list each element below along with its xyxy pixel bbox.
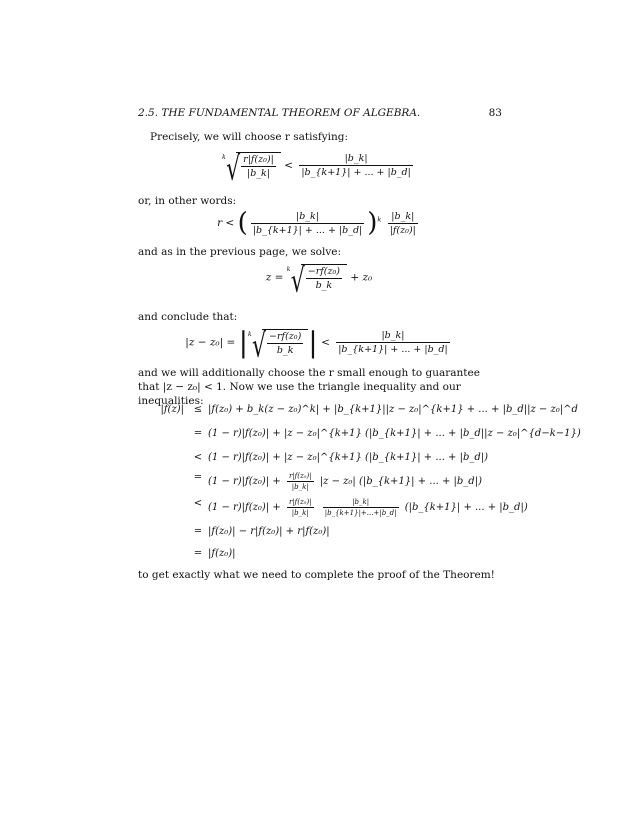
fraction: $\frac{\text{r|f(z₀)|}}{|b\_k|}$ — [288, 498, 312, 517]
fraction: $\frac{\text{−rf(z₀)}}{b\_k}$ — [307, 266, 341, 291]
equation-2: r < ( $\frac{|b\_k|}{|b\_\{k+1\}| + ... + |b\_d|}$ )$^k$ $\frac{|b\_k|}{\text{|f(z₀)|}}$ — [217, 208, 416, 238]
fraction: $\frac{\text{−rf(z₀)}}{b\_k}$ — [269, 331, 302, 356]
equation-1: k √ $\frac{\text{r|f(z₀)|}}{|b\_k|}$ < $\frac{|b\_k|}{|b\_\{k+1\}| + ... + |b\_d|}$ — [222, 151, 411, 189]
radical: k √ $\frac{\text{r|f(z₀)|}}{|b\_k|}$ — [222, 152, 281, 179]
paragraph-2: or, in other words: — [138, 195, 237, 207]
paragraph-4: and conclude that: — [138, 311, 238, 323]
fraction: $\frac{|b\_k|}{|b\_\{k+1\}| + ... + |b\_d|}$ — [301, 153, 411, 178]
fraction: $\frac{|b\_k|}{|b\_\{k+1\}|+...+|b\_d|}$ — [324, 498, 397, 517]
fraction: $\frac{|b\_k|}{|b\_\{k+1\}| + ... + |b\_d|}$ — [252, 210, 363, 236]
radical: k √ $\frac{\text{−rf(z₀)}}{b\_k}$ — [287, 264, 347, 291]
equation-4: |z − z₀| = | k √ $\frac{\text{−rf(z₀)}}{b\_k}$ | < $\frac{|b\_k|}{|b\_\{k+1\}| + ... + |b\_d|}$ — [185, 326, 448, 366]
section-title: 2.5. THE FUNDAMENTAL THEOREM OF ALGEBRA. — [138, 107, 421, 119]
paragraph-1: Precisely, we will choose r satisfying: — [150, 131, 349, 143]
document-page: 2.5. THE FUNDAMENTAL THEOREM OF ALGEBRA. 83 Precisely, we will choose r satisfying: k √ $\frac{\text{r|f(z₀)|}}{|b\_k|}$ < $\frac{|b\_k|}{|b\_\{k+1\}| + ... + |b\_d|}$ or, in other words: r < ( $\frac{|b\_k|}{|b\_\{k+1\}| + ... + |b\_d|}$ )$^k$ $\frac{|b\_k|}{\text{|f(z₀)|}}$ and as in the previous page, we solve: z = k √ $\frac{\text{−rf(z₀)}}{b\_k}$ + z₀ and conclude that: |z − z₀| = | k √ $\frac{\text{−rf(z₀)}}{b\_k}$ | < $\frac{|b\_k|}{|b\_\{k+1\}| + ... + |b\_d|}$ and we will additionally choose the r small enough to guarantee that |z − z₀| < 1. Now we use the triangle inequality and our inequalities: |f(z)| ≤ |f(z₀) + b_k(z − z₀)^k| + |b_{k+1}||z − z₀|^{k+1} + ... + |b_d||z − z₀|^d = (1 − r)|f(z₀)| + |z − z₀|^{k+1} (|b_{k+1}| + ... + |b_d||z − z₀|^{d−k−1}) < (1 − r)|f(z₀)| + |z − z₀|^{k+1} (|b_{k+1}| + ... + |b_d|) = (1 − r)|f(z₀)| + $\frac{\text{r|f(z₀)|}}{|b\_k|}$ |z − z₀| (|b_{k+1}| + ... + |b_d|) < (1 − r)|f(z₀)| + $\frac{\text{r|f(z₀)|}}{|b\_k|}$ $\frac{|b\_k|}{|b\_\{k+1\}|+...+|b\_d|}$ (|b_{k+1}| + ... + |b_d|) = |f(z₀)| − r|f(z₀)| + r|f(z₀)| = |f(z₀)| to get exactly what we need to complete the proof of the Theorem! — [0, 0, 638, 826]
fraction: $\frac{\text{r|f(z₀)|}}{|b\_k|}$ — [243, 154, 274, 179]
equation-3: z = k √ $\frac{\text{−rf(z₀)}}{b\_k}$ + z₀ — [265, 263, 373, 301]
radical: k √ $\frac{\text{−rf(z₀)}}{b\_k}$ — [248, 329, 308, 356]
running-header — [138, 107, 502, 119]
fraction: $\frac{|b\_k|}{|b\_\{k+1\}| + ... + |b\_d|}$ — [338, 330, 448, 355]
radical-sign-icon: √ — [252, 328, 267, 366]
paragraph-3: and as in the previous page, we solve: — [138, 246, 341, 258]
page-number: 83 — [488, 107, 502, 119]
fraction: $\frac{\text{r|f(z₀)|}}{|b\_k|}$ — [288, 472, 312, 491]
paragraph-6: to get exactly what we need to complete the proof of the Theorem! — [138, 569, 495, 581]
fraction: $\frac{|b\_k|}{\text{|f(z₀)|}}$ — [389, 210, 416, 236]
radical-sign-icon: √ — [226, 151, 241, 189]
paragraph-5: and we will additionally choose the r small enough to guarantee that |z − z₀| < 1. Now we use the triangle inequality and our inequalities: — [138, 367, 480, 407]
radical-sign-icon: √ — [290, 263, 305, 301]
